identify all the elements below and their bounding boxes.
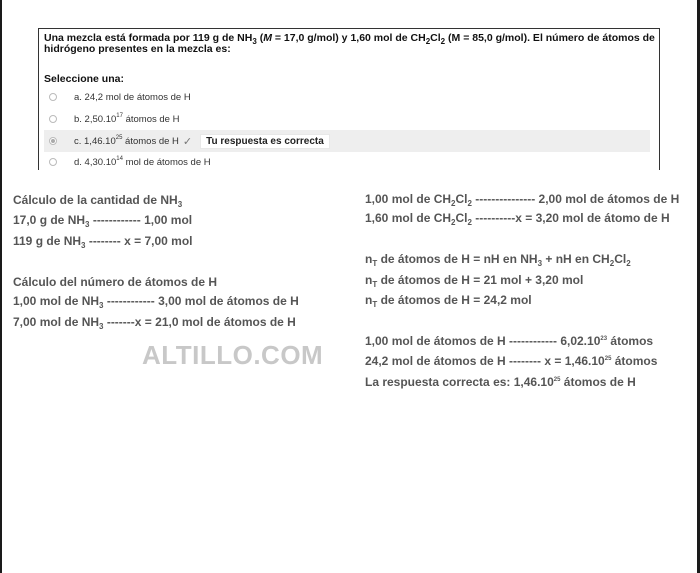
calc-right-7: 24,2 mol de átomos de H -------- $x = 1,46.10^{25}$ átomos [365, 354, 658, 368]
radio-a[interactable] [49, 93, 57, 101]
check-icon: ✓ [182, 135, 193, 148]
option-c-selected[interactable]: c. 1,46.10$^{25}$ átomos de H ✓ Tu respuesta es correcta [44, 130, 650, 152]
calc-line-1: 17,0 g de $NH_3$ ------------ 1,00 mol [13, 213, 193, 229]
calc-line-3: 1,00 mol de $NH_3$ ------------ 3,00 mol de átomos de H [13, 294, 299, 310]
correct-feedback: Tu respuesta es correcta [200, 134, 330, 149]
calc-right-6: 1,00 mol de átomos de H ------------ 6,02.10$^{23}$ átomos [365, 334, 654, 348]
radio-d[interactable] [49, 158, 57, 166]
altillo-watermark: ALTILLO.COM [142, 340, 324, 370]
calc-line-2: 119 g de $NH_3$ -------- x = 7,00 mol [13, 234, 193, 250]
select-prompt: Seleccione una: [44, 73, 124, 85]
left-border [0, 0, 2, 573]
option-b[interactable]: b. 2,50.10$^{17}$ átomos de H [44, 109, 650, 129]
radio-c[interactable] [49, 137, 57, 145]
option-d[interactable]: d. 4,30.10$^{14}$ mol de átomos de H [44, 152, 650, 172]
heading-numero-atomos: Cálculo del número de átomos de H [13, 275, 218, 289]
calc-right-4: $n_T$ de átomos de H = 21 mol + 3,20 mol [365, 273, 584, 289]
quiz-question-panel [38, 28, 660, 170]
calc-right-2: 1,60 mol de $CH_2Cl_2$ ----------x = 3,20 mol de átomo de H [365, 211, 670, 227]
calc-right-3: $n_T$ de átomos de H = nH en $NH_3$ + nH en $CH_2Cl_2$ [365, 252, 631, 268]
final-answer: La respuesta correcta es: 1,46.10$^{25}$ átomos de H [365, 375, 636, 389]
question-text: Una mezcla está formada por 119 g de $NH_3$ (M = 17,0 g/mol) y 1,60 mol de $CH_2Cl_2$ (M = 85,0 g/mol). El número de átomos de hidrógeno presentes en la mezcla es: [44, 32, 655, 55]
option-a[interactable]: a. 24,2 mol de átomos de H [44, 87, 650, 107]
calc-right-1: 1,00 mol de $CH_2Cl_2$ --------------- 2,00 mol de átomos de H [365, 192, 680, 208]
calc-line-4: 7,00 mol de $NH_3$ -------x = 21,0 mol de átomos de H [13, 315, 296, 331]
radio-b[interactable] [49, 115, 57, 123]
heading-cantidad-nh3: Cálculo de la cantidad de $NH_3$ [13, 193, 183, 209]
calc-right-5: $n_T$ de átomos de H = 24,2 mol [365, 293, 532, 309]
